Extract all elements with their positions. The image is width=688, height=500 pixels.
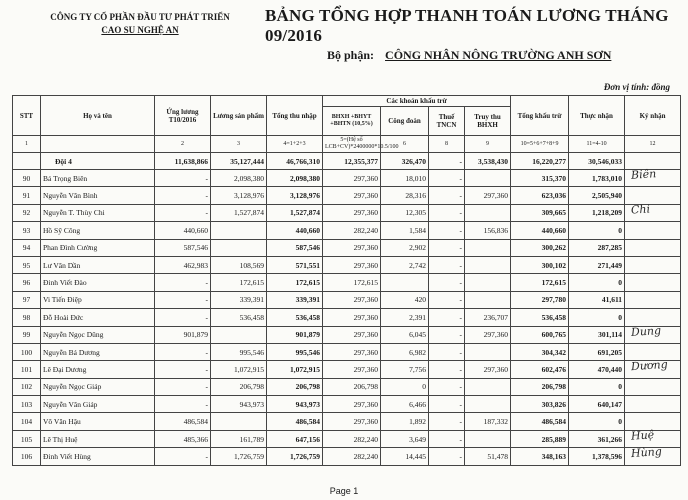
cell-total-deduct: 440,660 (511, 222, 569, 239)
index-cell: 9 (465, 136, 511, 153)
cell-net: 361,266 (569, 430, 625, 447)
cell-sign (625, 167, 681, 187)
cell-advance: 486,584 (155, 413, 211, 430)
cell-advance: 462,983 (155, 256, 211, 273)
cell-stt: 95 (13, 256, 41, 273)
table-row (13, 396, 681, 413)
cell-stt: 91 (13, 187, 41, 204)
cell-union: 0 (381, 378, 429, 395)
cell-recover (465, 239, 511, 256)
cell-stt: 97 (13, 291, 41, 308)
table-row (13, 170, 681, 187)
cell-insurance: 297,360 (323, 187, 381, 204)
cell-sign (625, 239, 681, 256)
cell-product-salary (211, 239, 267, 256)
cell-tax: - (429, 222, 465, 239)
cell-name: Nguyễn T. Thùy Chi (41, 204, 155, 221)
index-cell: 2 (155, 136, 211, 153)
cell-product-salary (211, 413, 267, 430)
total-insurance: 12,355,377 (323, 153, 381, 170)
cell-total-income: 1,527,874 (267, 204, 323, 221)
total-deduct: 16,220,277 (511, 153, 569, 170)
cell-net: 0 (569, 222, 625, 239)
cell-name: Nguyễn Văn Giáp (41, 396, 155, 413)
total-income: 46,766,310 (267, 153, 323, 170)
header-recover-insurance: Truy thu BHXH (465, 107, 511, 136)
cell-net: 271,449 (569, 256, 625, 273)
cell-total-deduct: 486,584 (511, 413, 569, 430)
cell-total-deduct: 536,458 (511, 309, 569, 326)
cell-net: 0 (569, 274, 625, 291)
cell-sign (625, 187, 681, 204)
cell-insurance: 297,360 (323, 343, 381, 360)
cell-advance: - (155, 343, 211, 360)
cell-sign (625, 378, 681, 395)
cell-union: 2,742 (381, 256, 429, 273)
cell-insurance: 297,360 (323, 396, 381, 413)
cell-total-income: 1,726,759 (267, 448, 323, 465)
cell-union: 420 (381, 291, 429, 308)
cell-total-income: 339,391 (267, 291, 323, 308)
cell-recover: 236,707 (465, 309, 511, 326)
cell-insurance: 172,615 (323, 274, 381, 291)
cell-total-deduct: 300,102 (511, 256, 569, 273)
table-row (13, 291, 681, 308)
cell-product-salary: 3,128,976 (211, 187, 267, 204)
cell-net: 1,783,010 (569, 170, 625, 187)
cell-total-income: 3,128,976 (267, 187, 323, 204)
cell-advance: - (155, 309, 211, 326)
total-label: Đội 4 (41, 153, 155, 170)
cell-name: Phan Đình Cường (41, 239, 155, 256)
cell-union: 7,756 (381, 361, 429, 378)
cell-insurance: 297,360 (323, 239, 381, 256)
header-advance: Ứng lương T10/2016 (155, 96, 211, 136)
cell-name: Nguyễn Ngọc Giáp (41, 378, 155, 395)
cell-tax: - (429, 326, 465, 343)
cell-insurance: 297,360 (323, 413, 381, 430)
cell-stt: 99 (13, 326, 41, 343)
cell-advance: 485,366 (155, 430, 211, 447)
department-row (265, 48, 675, 63)
signature: Huệ (630, 428, 655, 443)
table-row (13, 326, 681, 343)
table-row (13, 256, 681, 273)
cell-insurance: 206,798 (323, 378, 381, 395)
signature: Hùng (630, 445, 663, 461)
index-cell: 10=5+6+7+8+9 (511, 136, 569, 153)
cell-union: 1,892 (381, 413, 429, 430)
table-row (13, 204, 681, 221)
cell-total-deduct: 623,036 (511, 187, 569, 204)
cell-union: 6,466 (381, 396, 429, 413)
header-name: Họ và tên (41, 96, 155, 136)
index-cell (41, 136, 155, 153)
table-row (13, 274, 681, 291)
cell-name: Võ Văn Hậu (41, 413, 155, 430)
cell-advance: - (155, 187, 211, 204)
cell-name: Hồ Sỹ Công (41, 222, 155, 239)
company-line-2: CAO SU NGHỆ AN (101, 25, 179, 35)
table-row (13, 222, 681, 239)
unit-note: Đơn vị tính: đồng (603, 82, 670, 92)
cell-union: 6,045 (381, 326, 429, 343)
cell-name: Bá Trọng Biên (41, 170, 155, 187)
cell-stt: 106 (13, 448, 41, 465)
cell-tax: - (429, 204, 465, 221)
cell-advance: - (155, 361, 211, 378)
cell-insurance: 297,360 (323, 256, 381, 273)
cell-sign (625, 291, 681, 308)
cell-union: 3,649 (381, 430, 429, 447)
cell-total-deduct: 300,262 (511, 239, 569, 256)
cell-insurance: 297,360 (323, 204, 381, 221)
cell-tax: - (429, 274, 465, 291)
signature: Dương (630, 358, 669, 374)
cell-insurance: 297,360 (323, 291, 381, 308)
signature: Chi (630, 202, 651, 217)
cell-product-salary: 1,527,874 (211, 204, 267, 221)
title-block (265, 6, 675, 63)
table-row (13, 187, 681, 204)
cell-sign (625, 274, 681, 291)
cell-product-salary: 943,973 (211, 396, 267, 413)
cell-product-salary: 1,726,759 (211, 448, 267, 465)
cell-stt: 93 (13, 222, 41, 239)
index-cell: 8 (429, 136, 465, 153)
cell-tax: - (429, 378, 465, 395)
cell-stt: 103 (13, 396, 41, 413)
header-union: Công đoàn (381, 107, 429, 136)
cell-stt: 105 (13, 430, 41, 447)
cell-recover: 297,360 (465, 187, 511, 204)
cell-recover: 51,478 (465, 448, 511, 465)
cell-recover: 156,836 (465, 222, 511, 239)
cell-union: 2,391 (381, 309, 429, 326)
cell-name: Nguyễn Bá Dương (41, 343, 155, 360)
cell-name: Vi Tiến Điệp (41, 291, 155, 308)
cell-insurance: 282,240 (323, 448, 381, 465)
cell-product-salary: 161,789 (211, 430, 267, 447)
cell-total-income: 943,973 (267, 396, 323, 413)
cell-advance: - (155, 204, 211, 221)
cell-name: Đỗ Hoài Đức (41, 309, 155, 326)
payroll-table (12, 95, 681, 466)
cell-product-salary: 2,098,380 (211, 170, 267, 187)
cell-insurance: 297,360 (323, 326, 381, 343)
total-row (13, 153, 681, 170)
cell-total-deduct: 348,163 (511, 448, 569, 465)
cell-union: 6,982 (381, 343, 429, 360)
cell-stt: 100 (13, 343, 41, 360)
cell-stt: 96 (13, 274, 41, 291)
cell-tax: - (429, 413, 465, 430)
header-insurance: BHXH +BHYT +BHTN (10,5%) (323, 107, 381, 136)
cell-sign (625, 396, 681, 413)
cell-recover (465, 378, 511, 395)
table-row (13, 378, 681, 395)
header-tax: Thuế TNCN (429, 107, 465, 136)
cell-sign (625, 323, 681, 343)
cell-insurance: 297,360 (323, 361, 381, 378)
page-footer: Page 1 (329, 486, 359, 496)
cell-sign (625, 256, 681, 273)
cell-insurance: 282,240 (323, 222, 381, 239)
cell-advance: 901,879 (155, 326, 211, 343)
cell-sign (625, 222, 681, 239)
index-row (13, 136, 681, 153)
department-value: CÔNG NHÂN NÔNG TRƯỜNG ANH SƠN (385, 48, 612, 62)
cell-net: 0 (569, 378, 625, 395)
cell-product-salary: 1,072,915 (211, 361, 267, 378)
cell-stt: 98 (13, 309, 41, 326)
total-product-salary: 35,127,444 (211, 153, 267, 170)
cell-net: 287,285 (569, 239, 625, 256)
cell-tax: - (429, 396, 465, 413)
cell-net: 2,505,940 (569, 187, 625, 204)
cell-advance: - (155, 396, 211, 413)
table-row (13, 448, 681, 465)
cell-total-deduct: 303,826 (511, 396, 569, 413)
cell-total-income: 647,156 (267, 430, 323, 447)
cell-union: 14,445 (381, 448, 429, 465)
cell-recover (465, 430, 511, 447)
index-cell: 5=(Hệ số LCB+CV)*2400000*10.5/100 (323, 136, 381, 153)
index-cell: 12 (625, 136, 681, 153)
cell-stt: 92 (13, 204, 41, 221)
cell-recover (465, 343, 511, 360)
total-advance: 11,638,866 (155, 153, 211, 170)
header-net: Thực nhận (569, 96, 625, 136)
cell-union: 1,584 (381, 222, 429, 239)
cell-name: Lư Văn Dần (41, 256, 155, 273)
department-label: Bộ phận: (327, 48, 375, 62)
cell-name: Lê Đại Dương (41, 361, 155, 378)
cell-insurance: 297,360 (323, 170, 381, 187)
cell-tax: - (429, 170, 465, 187)
cell-recover (465, 256, 511, 273)
cell-total-income: 1,072,915 (267, 361, 323, 378)
header-total-income: Tổng thu nhập (267, 96, 323, 136)
cell-net: 1,378,596 (569, 448, 625, 465)
table-row (13, 430, 681, 447)
index-cell: 11=4-10 (569, 136, 625, 153)
cell-name: Lê Thị Huệ (41, 430, 155, 447)
signature: Dung (630, 323, 662, 339)
table-row (13, 413, 681, 430)
cell-total-income: 587,546 (267, 239, 323, 256)
cell-product-salary: 108,569 (211, 256, 267, 273)
cell-total-deduct: 600,765 (511, 326, 569, 343)
table-row (13, 361, 681, 378)
cell-total-deduct: 285,889 (511, 430, 569, 447)
cell-net: 0 (569, 309, 625, 326)
cell-advance: - (155, 378, 211, 395)
cell-total-deduct: 602,476 (511, 361, 569, 378)
cell-union: 18,010 (381, 170, 429, 187)
cell-total-deduct: 315,370 (511, 170, 569, 187)
cell-net: 470,440 (569, 361, 625, 378)
cell-total-income: 206,798 (267, 378, 323, 395)
cell-net: 301,114 (569, 326, 625, 343)
cell-total-deduct: 304,342 (511, 343, 569, 360)
cell-advance: 587,546 (155, 239, 211, 256)
header-stt: STT (13, 96, 41, 136)
cell-sign (625, 445, 681, 465)
cell-net: 41,611 (569, 291, 625, 308)
cell-stt: 104 (13, 413, 41, 430)
cell-total-income: 172,615 (267, 274, 323, 291)
cell-name: Nguyễn Văn Bình (41, 187, 155, 204)
cell-total-income: 440,660 (267, 222, 323, 239)
table-row (13, 309, 681, 326)
index-cell: 1 (13, 136, 41, 153)
cell-total-income: 571,551 (267, 256, 323, 273)
cell-tax: - (429, 239, 465, 256)
cell-stt: 101 (13, 361, 41, 378)
cell-total-income: 901,879 (267, 326, 323, 343)
cell-net: 1,218,209 (569, 204, 625, 221)
cell-tax: - (429, 448, 465, 465)
cell-union: 2,902 (381, 239, 429, 256)
cell-recover (465, 274, 511, 291)
header-total-deduct: Tổng khấu trừ (511, 96, 569, 136)
cell-union: 28,316 (381, 187, 429, 204)
cell-insurance: 282,240 (323, 430, 381, 447)
cell-tax: - (429, 430, 465, 447)
cell-total-income: 995,546 (267, 343, 323, 360)
document-title: BẢNG TỔNG HỢP THANH TOÁN LƯƠNG THÁNG 09/2016 (265, 6, 669, 45)
index-cell: 4=1+2+3 (267, 136, 323, 153)
cell-product-salary: 995,546 (211, 343, 267, 360)
cell-union (381, 274, 429, 291)
cell-recover: 297,360 (465, 326, 511, 343)
cell-union: 12,305 (381, 204, 429, 221)
cell-recover (465, 291, 511, 308)
cell-name: Nguyễn Ngọc Dũng (41, 326, 155, 343)
table-row (13, 343, 681, 360)
total-stt (13, 153, 41, 170)
cell-name: Đinh Viết Đào (41, 274, 155, 291)
total-net: 30,546,033 (569, 153, 625, 170)
cell-product-salary (211, 326, 267, 343)
header-deductions: Các khoản khấu trừ (323, 96, 511, 107)
cell-stt: 102 (13, 378, 41, 395)
company-name (40, 12, 240, 35)
signature: Biên (630, 167, 657, 182)
cell-total-income: 2,098,380 (267, 170, 323, 187)
cell-tax: - (429, 309, 465, 326)
cell-advance: 440,660 (155, 222, 211, 239)
cell-product-salary: 206,798 (211, 378, 267, 395)
cell-net: 691,205 (569, 343, 625, 360)
cell-product-salary: 172,615 (211, 274, 267, 291)
cell-tax: - (429, 343, 465, 360)
total-tax: - (429, 153, 465, 170)
cell-recover (465, 396, 511, 413)
cell-product-salary: 339,391 (211, 291, 267, 308)
cell-recover (465, 170, 511, 187)
total-recover: 3,538,430 (465, 153, 511, 170)
header-sign: Ký nhận (625, 96, 681, 136)
cell-stt: 90 (13, 170, 41, 187)
cell-advance: - (155, 448, 211, 465)
cell-net: 640,147 (569, 396, 625, 413)
index-cell: 3 (211, 136, 267, 153)
cell-recover: 187,332 (465, 413, 511, 430)
cell-sign (625, 204, 681, 221)
cell-sign (625, 358, 681, 378)
cell-recover: 297,360 (465, 361, 511, 378)
total-union: 326,470 (381, 153, 429, 170)
cell-net: 0 (569, 413, 625, 430)
table-row (13, 239, 681, 256)
cell-total-income: 536,458 (267, 309, 323, 326)
cell-total-deduct: 172,615 (511, 274, 569, 291)
cell-recover (465, 204, 511, 221)
cell-total-income: 486,584 (267, 413, 323, 430)
cell-product-salary: 536,458 (211, 309, 267, 326)
cell-sign (625, 309, 681, 326)
cell-total-deduct: 206,798 (511, 378, 569, 395)
index-cell: 6 (381, 136, 429, 153)
cell-product-salary (211, 222, 267, 239)
cell-tax: - (429, 361, 465, 378)
company-line-1: CÔNG TY CỔ PHẦN ĐẦU TƯ PHÁT TRIỂN (50, 12, 230, 22)
cell-stt: 94 (13, 239, 41, 256)
cell-advance: - (155, 170, 211, 187)
cell-total-deduct: 309,665 (511, 204, 569, 221)
cell-tax: - (429, 256, 465, 273)
cell-total-deduct: 297,780 (511, 291, 569, 308)
cell-advance: - (155, 291, 211, 308)
cell-tax: - (429, 291, 465, 308)
header-product-salary: Lương sản phẩm (211, 96, 267, 136)
cell-tax: - (429, 187, 465, 204)
cell-insurance: 297,360 (323, 309, 381, 326)
cell-advance: - (155, 274, 211, 291)
cell-name: Đinh Viết Hùng (41, 448, 155, 465)
